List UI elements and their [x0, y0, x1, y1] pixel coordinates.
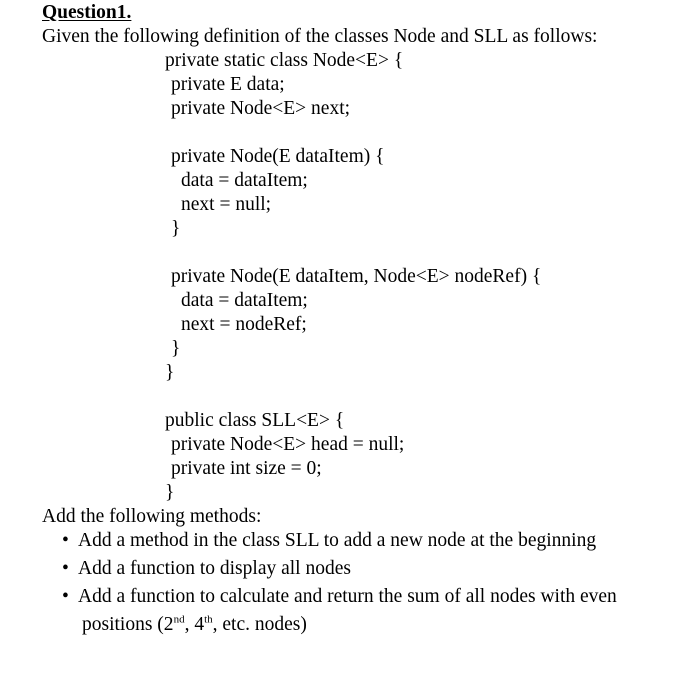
- superscript-th: th: [204, 613, 213, 626]
- task-add-node-text: Add a method in the class SLL to add a new node at the beginning: [78, 530, 597, 551]
- code-line-close-constructor2: }: [171, 338, 181, 359]
- task-sum-even-continuation: [82, 611, 617, 638]
- task-sum-even: [62, 583, 617, 638]
- code-line-constructor1: private Node(E dataItem) {: [171, 146, 385, 167]
- code-line-close-sll-class: }: [165, 482, 175, 503]
- tasks-heading: Add the following methods:: [42, 506, 262, 527]
- task-sum-even-post: , etc. nodes): [212, 614, 307, 635]
- code-line-head-field: private Node<E> head = null;: [171, 434, 405, 455]
- question-title: Question1.: [42, 2, 132, 23]
- task-sum-even-pre: positions (2: [82, 614, 174, 635]
- code-line-size-field: private int size = 0;: [171, 458, 322, 479]
- task-sum-even-text: Add a function to calculate and return the sum of all nodes with even: [78, 586, 617, 607]
- code-line-next-field: private Node<E> next;: [171, 98, 351, 119]
- task-display-nodes: [62, 555, 617, 583]
- code-line-assign-data2: data = dataItem;: [181, 290, 308, 311]
- tasks-list: [62, 527, 617, 638]
- code-line-node-class: private static class Node<E> {: [165, 50, 404, 71]
- code-line-close-constructor1: }: [171, 218, 181, 239]
- code-line-assign-next1: next = null;: [181, 194, 272, 215]
- code-line-assign-data1: data = dataItem;: [181, 170, 308, 191]
- code-line-data-field: private E data;: [171, 74, 285, 95]
- task-display-nodes-text: Add a function to display all nodes: [78, 558, 351, 579]
- code-line-close-node-class: }: [165, 362, 175, 383]
- task-add-node: [62, 527, 617, 555]
- code-line-constructor2: private Node(E dataItem, Node<E> nodeRef) {: [171, 266, 542, 287]
- code-line-sll-class: public class SLL<E> {: [165, 410, 345, 431]
- question-intro: Given the following definition of the classes Node and SLL as follows:: [42, 26, 598, 47]
- code-line-assign-next2: next = nodeRef;: [181, 314, 307, 335]
- superscript-nd: nd: [173, 613, 185, 626]
- task-sum-even-mid: , 4: [184, 614, 205, 635]
